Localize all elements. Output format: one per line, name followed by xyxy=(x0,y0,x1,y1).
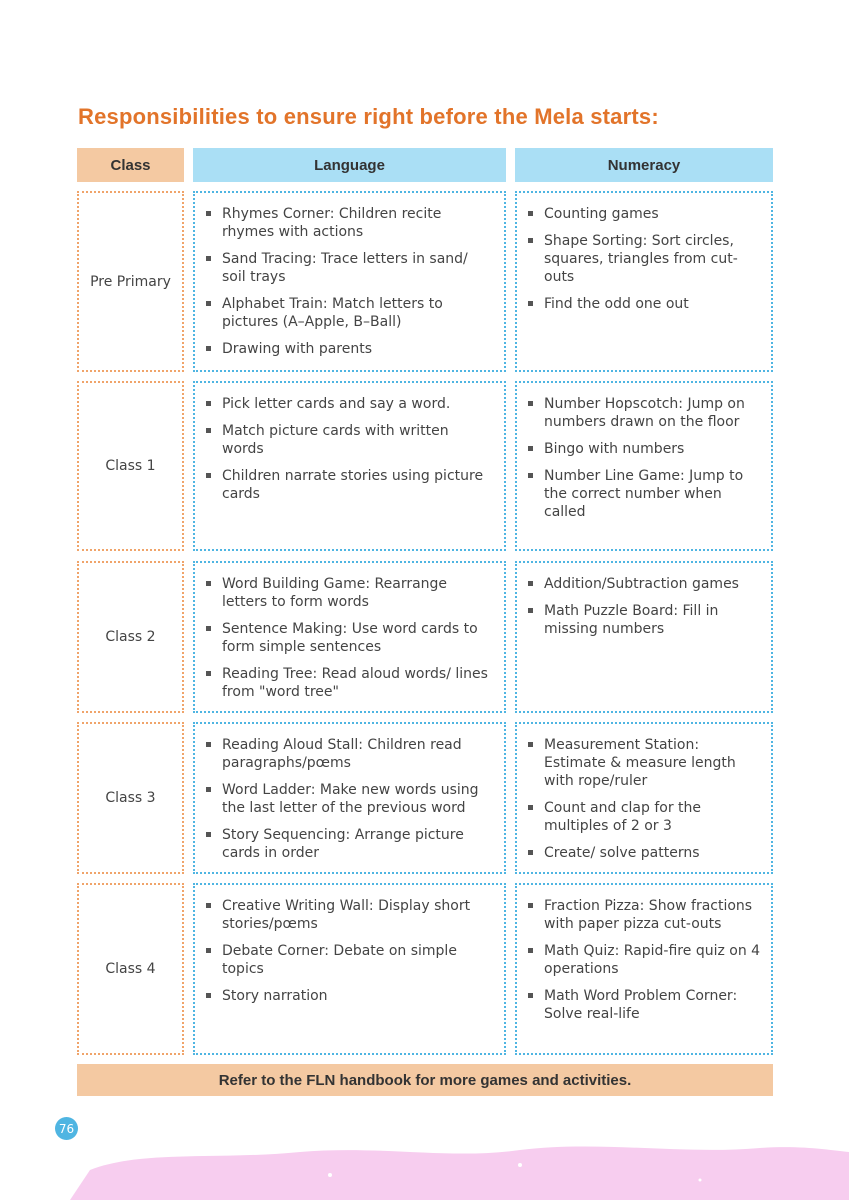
list-item: Find the odd one out xyxy=(527,295,761,313)
list-item: Match picture cards with written words xyxy=(205,422,494,458)
numeracy-cell-class-4 xyxy=(515,883,773,1055)
list-item: Number Hopscotch: Jump on numbers drawn on the floor xyxy=(527,395,761,431)
language-cell-class-3 xyxy=(193,722,506,874)
page-number: 76 xyxy=(55,1117,78,1140)
list-item: Story narration xyxy=(205,987,494,1005)
language-cell-pre-primary xyxy=(193,191,506,372)
list-item: Count and clap for the multiples of 2 or 3 xyxy=(527,799,761,835)
class-cell-class-4: Class 4 xyxy=(77,883,184,1055)
language-cell-class-4 xyxy=(193,883,506,1055)
list-item: Story Sequencing: Arrange picture cards in order xyxy=(205,826,494,862)
class-cell-class-1: Class 1 xyxy=(77,381,184,551)
numeracy-cell-pre-primary xyxy=(515,191,773,372)
footer-note: Refer to the FLN handbook for more games and activities. xyxy=(77,1064,773,1096)
class-cell-class-3: Class 3 xyxy=(77,722,184,874)
list-item: Number Line Game: Jump to the correct number when called xyxy=(527,467,761,521)
list-item: Word Ladder: Make new words using the last letter of the previous word xyxy=(205,781,494,817)
column-header-numeracy: Numeracy xyxy=(515,148,773,182)
list-item: Math Quiz: Rapid-fire quiz on 4 operations xyxy=(527,942,761,978)
list-item: Children narrate stories using picture cards xyxy=(205,467,494,503)
list-item: Rhymes Corner: Children recite rhymes with actions xyxy=(205,205,494,241)
list-item: Fraction Pizza: Show fractions with paper pizza cut-outs xyxy=(527,897,761,933)
numeracy-cell-class-2 xyxy=(515,561,773,713)
decorative-wave-footer xyxy=(0,1120,849,1200)
list-item: Addition/Subtraction games xyxy=(527,575,761,593)
list-item: Create/ solve patterns xyxy=(527,844,761,862)
page-heading: Responsibilities to ensure right before the Mela starts: xyxy=(78,104,659,129)
list-item: Debate Corner: Debate on simple topics xyxy=(205,942,494,978)
list-item: Sand Tracing: Trace letters in sand/ soil trays xyxy=(205,250,494,286)
list-item: Pick letter cards and say a word. xyxy=(205,395,494,413)
class-cell-class-2: Class 2 xyxy=(77,561,184,713)
list-item: Measurement Station: Estimate & measure length with rope/ruler xyxy=(527,736,761,790)
list-item: Creative Writing Wall: Display short stories/pœms xyxy=(205,897,494,933)
list-item: Reading Aloud Stall: Children read paragraphs/pœms xyxy=(205,736,494,772)
list-item: Shape Sorting: Sort circles, squares, triangles from cut-outs xyxy=(527,232,761,286)
column-header-class: Class xyxy=(77,148,184,182)
list-item: Drawing with parents xyxy=(205,340,494,358)
list-item: Word Building Game: Rearrange letters to form words xyxy=(205,575,494,611)
list-item: Reading Tree: Read aloud words/ lines from "word tree" xyxy=(205,665,494,701)
numeracy-cell-class-1 xyxy=(515,381,773,551)
language-cell-class-2 xyxy=(193,561,506,713)
class-cell-pre-primary: Pre Primary xyxy=(77,191,184,372)
list-item: Math Puzzle Board: Fill in missing numbers xyxy=(527,602,761,638)
list-item: Counting games xyxy=(527,205,761,223)
list-item: Alphabet Train: Match letters to pictures (A–Apple, B–Ball) xyxy=(205,295,494,331)
list-item: Sentence Making: Use word cards to form simple sentences xyxy=(205,620,494,656)
list-item: Bingo with numbers xyxy=(527,440,761,458)
language-cell-class-1 xyxy=(193,381,506,551)
column-header-language: Language xyxy=(193,148,506,182)
list-item: Math Word Problem Corner: Solve real-life xyxy=(527,987,761,1023)
numeracy-cell-class-3 xyxy=(515,722,773,874)
